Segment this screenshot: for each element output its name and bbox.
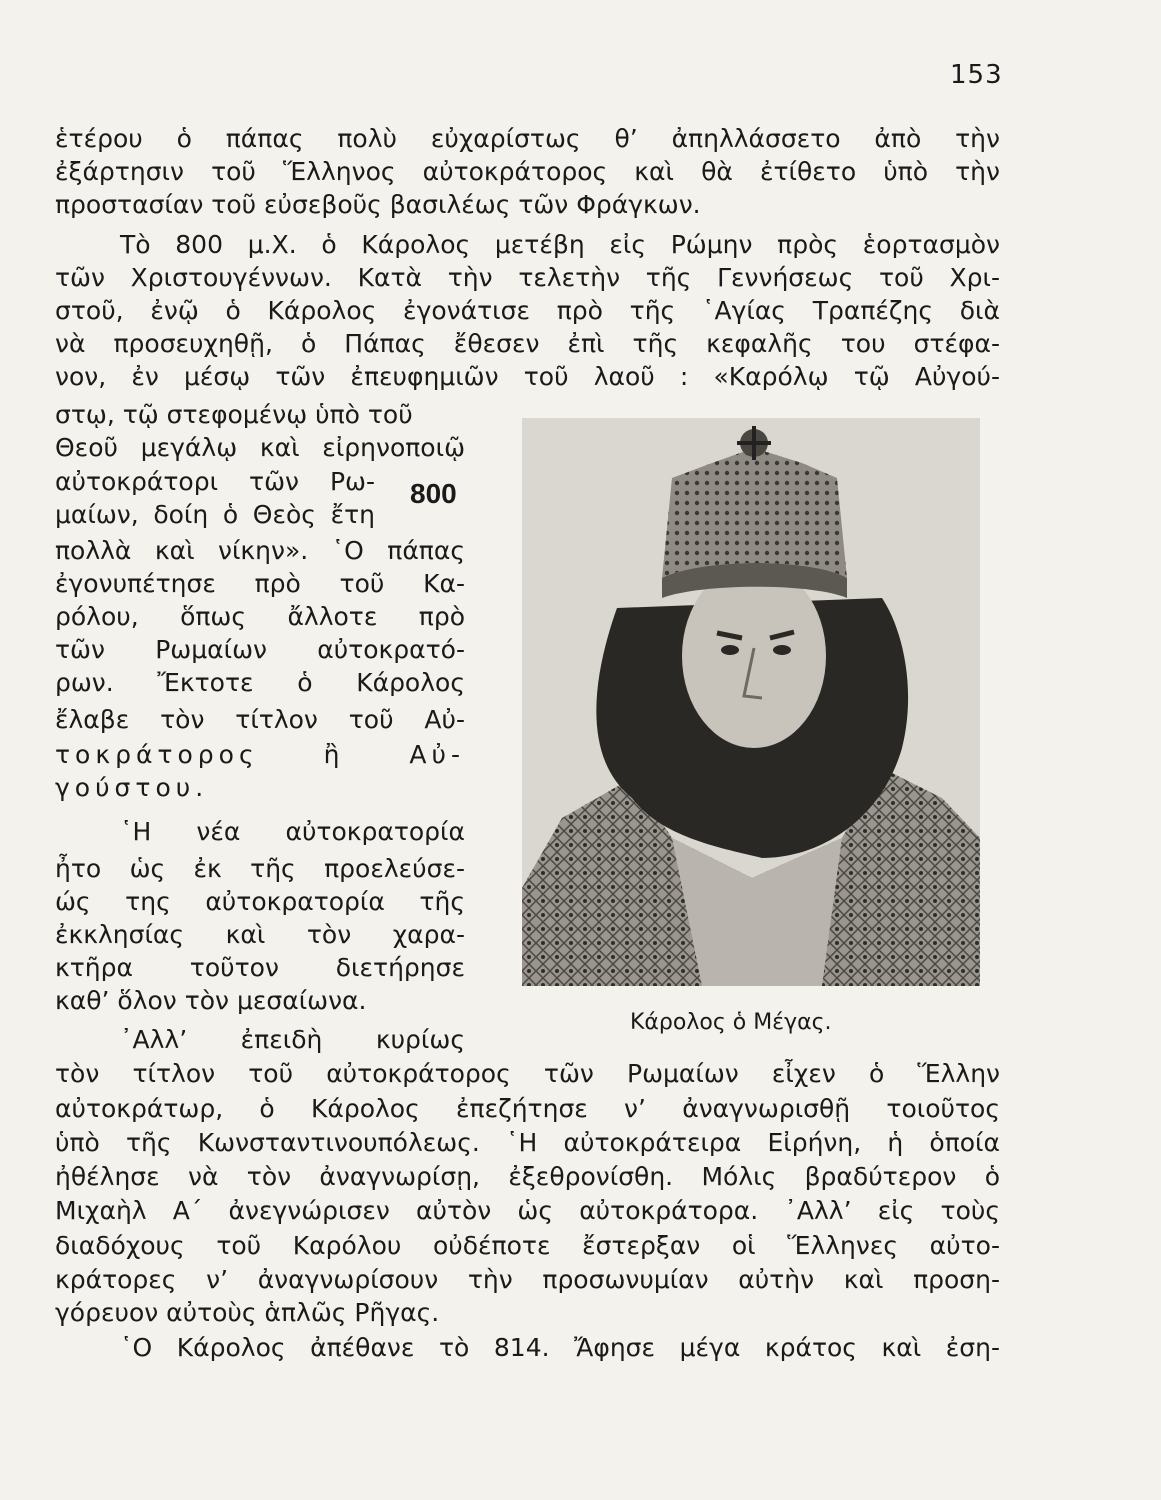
portrait-image (522, 418, 980, 986)
margin-note-year: 800 (410, 478, 457, 509)
portrait-caption: Κάρολος ὁ Μέγας. (630, 1010, 832, 1035)
text-line: ρόλου, ὅπως ἄλλοτε πρὸ (55, 602, 465, 631)
text-line: ῾Ο Κάρολος ἀπέθανε τὸ 814. Ἄφησε μέγα κράτος καὶ ἐση- (120, 1333, 1000, 1362)
text-line: πολλὰ καὶ νίκην». ῾Ο πάπας (55, 536, 465, 565)
text-line: νὰ προσευχηθῇ, ὁ Πάπας ἔθεσεν ἐπὶ τῆς κεφαλῆς του στέφα- (55, 329, 1000, 358)
text-line: γούστου. (55, 773, 209, 802)
text-line: ἔλαβε τὸν τίτλον τοῦ Αὐ- (55, 705, 465, 734)
text-line: κτῆρα τοῦτον διετήρησε (55, 953, 465, 982)
text-line: μαίων, δοίη ὁ Θεὸς ἔτη (55, 500, 375, 529)
text-line: τῶν Ρωμαίων αὐτοκρατό- (55, 635, 465, 664)
text-line: ὑπὸ τῆς Κωνσταντινουπόλεως. ῾Η αὐτοκράτειρα Εἰρήνη, ἡ ὁποία (55, 1128, 1000, 1157)
text-line: τοκράτορος ἢ Αὐ- (55, 740, 465, 769)
text-line: Μιχαὴλ Α΄ ἀνεγνώρισεν αὐτὸν ὡς αὐτοκράτορα. ᾿Αλλ’ εἰς τοὺς (55, 1196, 1000, 1225)
text-line: στοῦ, ἐνῷ ὁ Κάρολος ἐγονάτισε πρὸ τῆς ῾Αγίας Τραπέζης διὰ (55, 296, 1000, 325)
text-line: τῶν Χριστουγέννων. Κατὰ τὴν τελετὴν τῆς Γεννήσεως τοῦ Χρι- (55, 263, 1000, 292)
text-line: στῳ, τῷ στεφομένῳ ὑπὸ τοῦ (55, 400, 413, 429)
text-line: αὐτοκράτορι τῶν Ρω- (55, 467, 375, 496)
text-line: αὐτοκράτωρ, ὁ Κάρολος ἐπεζήτησε ν’ ἀναγνωρισθῇ τοιοῦτος (55, 1094, 1000, 1123)
text-line: Θεοῦ μεγάλῳ καὶ εἰρηνοποιῷ (55, 433, 465, 462)
text-line: ἑτέρου ὁ πάπας πολὺ εὐχαρίστως θ’ ἀπηλλάσσετο ἀπὸ τὴν (55, 124, 1000, 153)
text-line: ἐξάρτησιν τοῦ Ἕλληνος αὐτοκράτορος καὶ θὰ ἐτίθετο ὑπὸ τὴν (55, 157, 1000, 186)
page-number: 153 (950, 60, 1003, 90)
text-line: κράτορες ν’ ἀναγνωρίσουν τὴν προσωνυμίαν αὐτὴν καὶ προση- (55, 1265, 1000, 1294)
text-line: καθ’ ὅλον τὸν μεσαίωνα. (55, 986, 367, 1015)
text-line: ἠθέλησε νὰ τὸν ἀναγνωρίσῃ, ἐξεθρονίσθη. Μόλις βραδύτερον ὁ (55, 1162, 1000, 1191)
text-line: ᾿Αλλ’ ἐπειδὴ κυρίως (120, 1025, 465, 1054)
text-line: διαδόχους τοῦ Καρόλου οὐδέποτε ἔστερξαν οἱ Ἕλληνες αὐτο- (55, 1231, 1000, 1260)
text-line: Τὸ 800 μ.Χ. ὁ Κάρολος μετέβη εἰς Ρώμην πρὸς ἑορτασμὸν (120, 230, 1000, 259)
text-line: ἐκκλησίας καὶ τὸν χαρα- (55, 920, 465, 949)
text-line: ρων. Ἔκτοτε ὁ Κάρολος (55, 668, 465, 697)
text-line: νον, ἐν μέσῳ τῶν ἐπευφημιῶν τοῦ λαοῦ : «Καρόλῳ τῷ Αὐγού- (55, 362, 1000, 391)
text-line: γόρευον αὐτοὺς ἁπλῶς Ρῆγας. (55, 1298, 440, 1327)
text-line: ώς της αὐτοκρατορία τῆς (55, 887, 465, 916)
text-line: ἦτο ὡς ἐκ τῆς προελεύσε- (55, 854, 465, 883)
text-line: τὸν τίτλον τοῦ αὐτοκράτορος τῶν Ρωμαίων εἶχεν ὁ Ἕλλην (55, 1059, 1000, 1088)
text-line: ἐγονυπέτησε πρὸ τοῦ Κα- (55, 569, 465, 598)
text-line: ῾Η νέα αὐτοκρατορία (120, 817, 465, 846)
text-line: προστασίαν τοῦ εὐσεβοῦς βασιλέως τῶν Φράγκων. (55, 190, 701, 219)
